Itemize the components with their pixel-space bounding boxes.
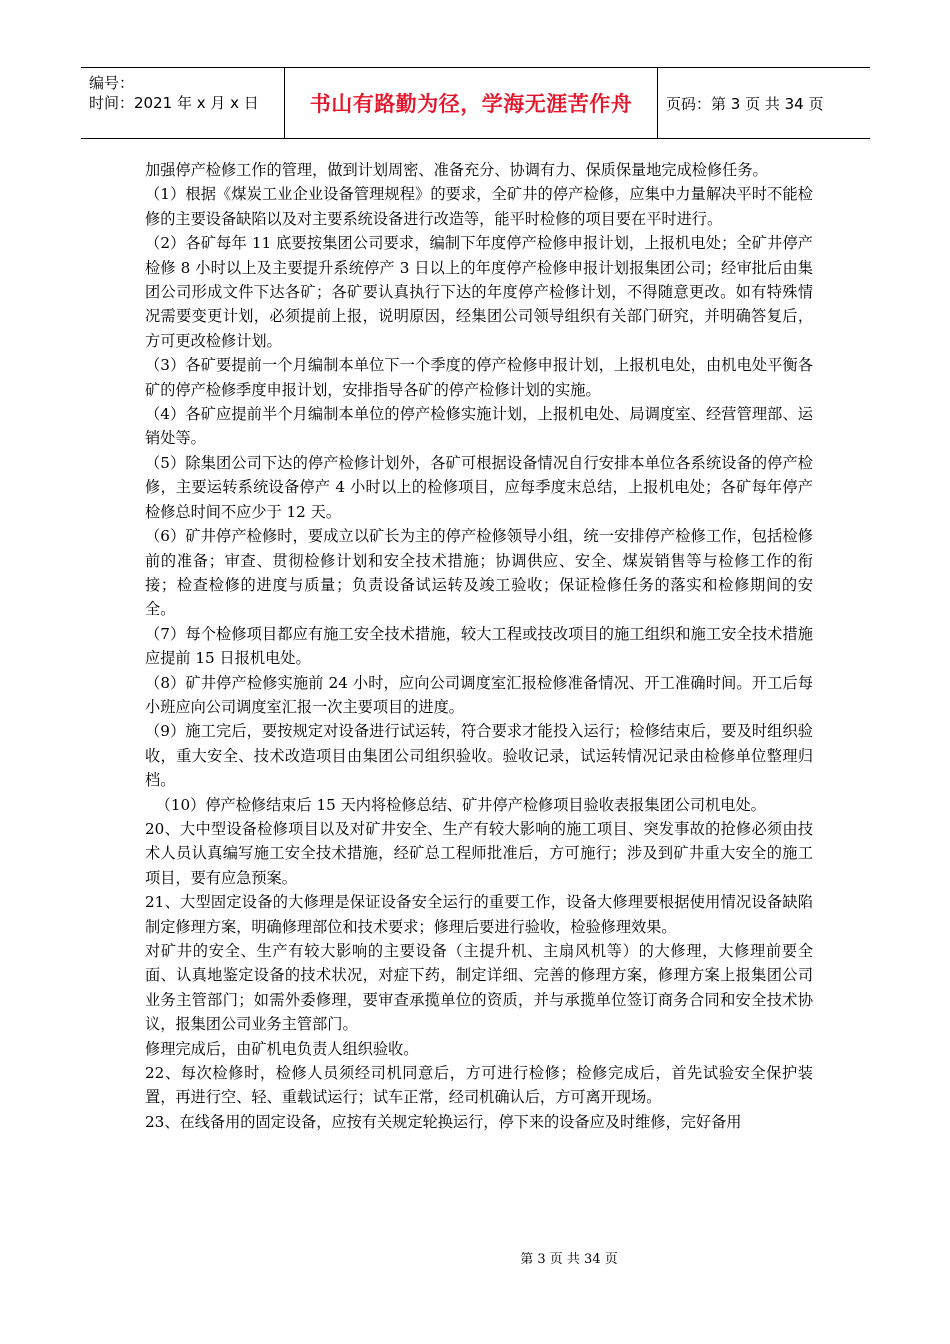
page-header	[81, 67, 870, 139]
paragraph: 22、每次检修时，检修人员须经司机同意后，方可进行检修；检修完成后，首先试验安全保护装置，再进行空、轻、重载试运行；试车正常，经司机确认后，方可离开现场。	[145, 1064, 813, 1107]
paragraph: （9）施工完后，要按规定对设备进行试运转，符合要求才能投入运行；检修结束后，要及时组织验收，重大安全、技术改造项目由集团公司组织验收。验收记录，试运转情况记录由检修单位整理归档。	[145, 722, 813, 790]
paragraph: （4）各矿应提前半个月编制本单位的停产检修实施计划，上报机电处、局调度室、经营管理部、运销处等。	[145, 405, 813, 448]
paragraph: （10）停产检修结束后 15 天内将检修总结、矿井停产检修项目验收表报集团公司机电处。	[155, 795, 766, 814]
header-meta-cell	[81, 68, 285, 138]
header-page-cell	[658, 68, 870, 138]
paragraph: 对矿井的安全、生产有较大影响的主要设备（主提升机、主扇风机等）的大修理，大修理前要全面、认真地鉴定设备的技术状况，对症下药，制定详细、完善的修理方案，修理方案上报集团公司业务主管部门；如需外委修理，要审查承揽单位的资质，并与承揽单位签订商务合同和安全技术协议，报集团公司业务主管部门。	[145, 942, 813, 1034]
paragraph: （1）根据《煤炭工业企业设备管理规程》的要求，全矿井的停产检修，应集中力量解决平时不能检修的主要设备缺陷以及对主要系统设备进行改造等，能平时检修的项目要在平时进行。	[145, 185, 813, 228]
paragraph: （5）除集团公司下达的停产检修计划外，各矿可根据设备情况自行安排本单位各系统设备的停产检修，主要运转系统设备停产 4 小时以上的检修项目，应每季度末总结，上报机电处；各矿每年停产检修总时间不应少于 12 天。	[145, 453, 813, 521]
paragraph: （6）矿井停产检修时，要成立以矿长为主的停产检修领导小组，统一安排停产检修工作，包括检修前的准备；审查、贯彻检修计划和安全技术措施；协调供应、安全、煤炭销售等与检修工作的衔接；检查检修的进度与质量；负责设备试运转及竣工验收；保证检修任务的落实和检修期间的安全。	[145, 527, 813, 619]
paragraph: （2）各矿每年 11 底要按集团公司要求，编制下年度停产检修申报计划，上报机电处；全矿井停产检修 8 小时以上及主要提升系统停产 3 日以上的年度停产检修申报计划报集团公司；经审批后由集团公司形成文件下达各矿；各矿要认真执行下达的年度停产检修计划，不得随意更改。如有特殊情况需要变更计划，必须提前上报，说明原因，经集团公司领导组织有关部门研究，并明确答复后，方可更改检修计划。	[145, 234, 813, 350]
paragraph: 23、在线备用的固定设备，应按有关规定轮换运行，停下来的设备应及时维修，完好备用	[145, 1112, 742, 1131]
paragraph: 加强停产检修工作的管理，做到计划周密、准备充分、协调有力、保质保量地完成检修任务。	[145, 161, 768, 179]
paragraph: 20、大中型设备检修项目以及对矿井安全、生产有较大影响的施工项目、突发事故的抢修必须由技术人员认真编写施工安全技术措施，经矿总工程师批准后，方可施行；涉及到矿井重大安全的施工项目，要有应急预案。	[145, 819, 813, 887]
header-motto-cell	[285, 68, 658, 138]
paragraph: 修理完成后，由矿机电负责人组织验收。	[145, 1039, 419, 1058]
document-number-label: 编号：	[89, 74, 135, 92]
paragraph: （7）每个检修项目都应有施工安全技术措施，较大工程或技改项目的施工组织和施工安全技术措施应提前 15 日报机电处。	[145, 624, 813, 668]
paragraph: 21、大型固定设备的大修理是保证设备安全运行的重要工作，设备大修理要根据使用情况设备缺陷制定修理方案，明确修理部位和技术要求；修理后要进行验收，检验修理效果。	[145, 893, 813, 936]
header-page-info: 页码：第 3 页 共 34 页	[666, 94, 824, 113]
footer-page-number: 第 3 页 共 34 页	[520, 1252, 618, 1267]
paragraph: （8）矿井停产检修实施前 24 小时，应向公司调度室汇报检修准备情况、开工准确时间。开工后每小班应向公司调度室汇报一次主要项目的进度。	[145, 673, 813, 716]
document-body	[145, 158, 813, 1134]
page-footer	[0, 1248, 950, 1267]
document-date-label: 时间：2021 年 x 月 x 日	[89, 94, 259, 112]
paragraph: （3）各矿要提前一个月编制本单位下一个季度的停产检修申报计划，上报机电处，由机电处平衡各矿的停产检修季度申报计划，安排指导各矿的停产检修计划的实施。	[145, 356, 813, 399]
header-motto: 书山有路勤为径，学海无涯苦作舟	[309, 92, 633, 116]
